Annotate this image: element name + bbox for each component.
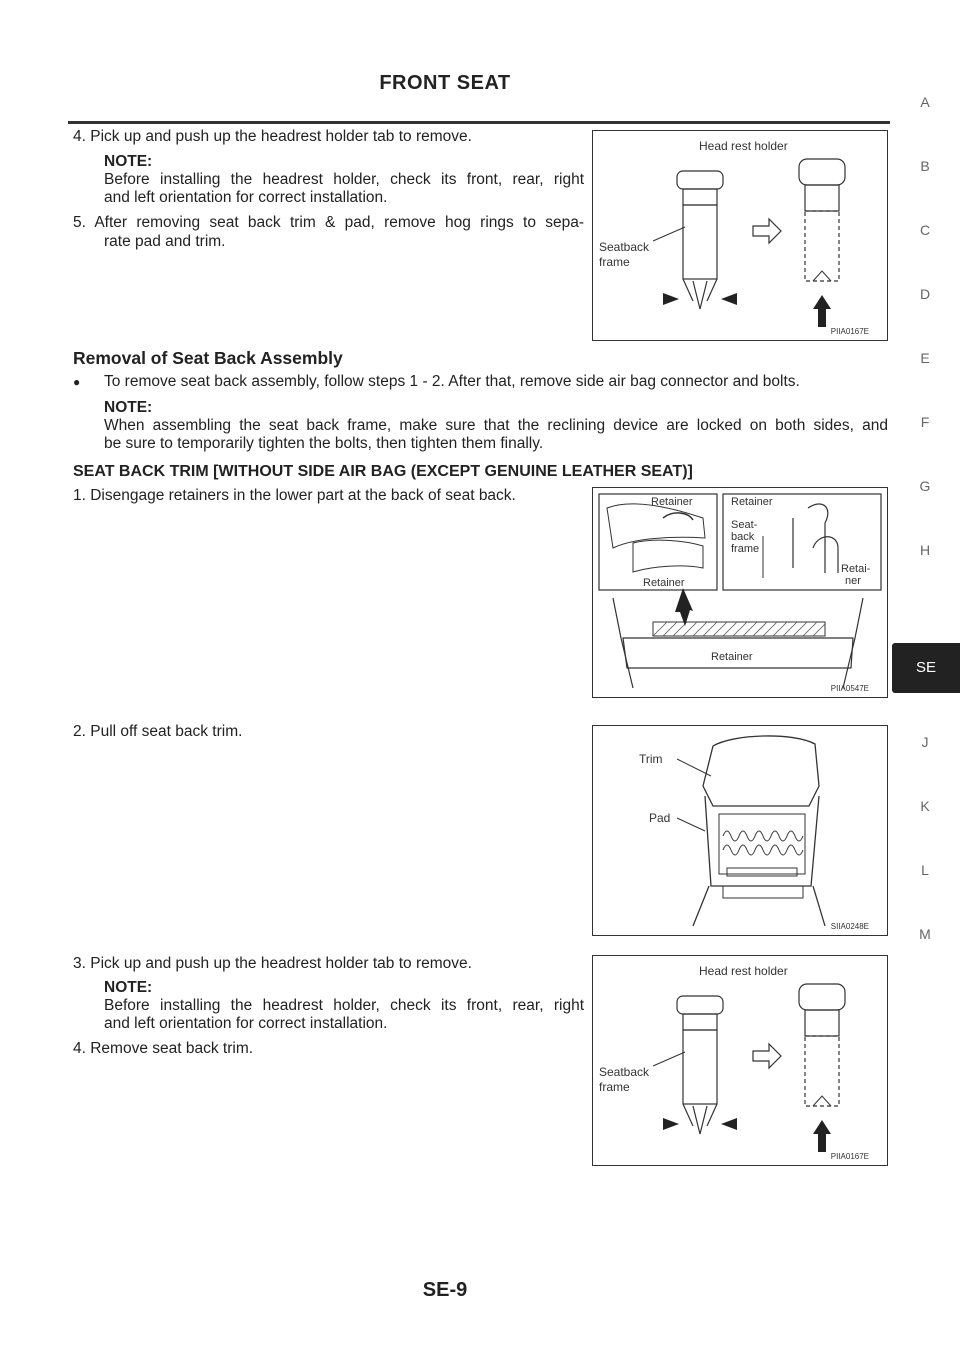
note-text: be sure to temporarily tighten the bolts, then tighten them finally. — [104, 435, 544, 452]
label-retainer: ner — [845, 575, 861, 587]
tab-f[interactable]: F — [920, 414, 930, 430]
label-seatback: Seat- — [731, 519, 758, 531]
section-tabs — [890, 0, 960, 1358]
page-number: SE-9 — [422, 1279, 468, 1301]
bullet-point — [73, 372, 80, 392]
note-text: When assembling the seat back frame, make sure that the reclining device are locked on both sides, and — [104, 417, 888, 434]
bullet-icon: ● — [73, 375, 81, 389]
tab-d[interactable]: D — [919, 286, 931, 302]
tab-a[interactable]: A — [920, 94, 930, 110]
label-head-rest-holder: Head rest holder — [699, 964, 788, 978]
label-frame: frame — [599, 255, 630, 269]
label-frame: frame — [599, 1080, 630, 1094]
label-retainer: Retainer — [651, 496, 693, 508]
note-text: Before installing the headrest holder, check its front, rear, right — [104, 171, 584, 188]
retainer-illustration — [593, 488, 889, 699]
headrest-holder-illustration — [593, 956, 889, 1167]
step-text: 2. Pull off seat back trim. — [73, 723, 243, 740]
note-title: NOTE: — [104, 979, 153, 996]
figure-code: PIIA0167E — [830, 1152, 869, 1161]
header-divider — [68, 121, 890, 124]
step-text: 1. Disengage retainers in the lower part at the back of seat back. — [73, 487, 516, 504]
label-retainer: Retainer — [731, 496, 773, 508]
bullet-text: To remove seat back assembly, follow steps 1 - 2. After that, remove side air bag connector and bolts. — [104, 373, 800, 390]
headrest-holder-figure — [592, 130, 888, 341]
page-title: FRONT SEAT — [379, 72, 511, 94]
step-text: 4. Remove seat back trim. — [73, 1040, 254, 1057]
tab-m[interactable]: M — [919, 926, 931, 942]
label-head-rest-holder: Head rest holder — [699, 139, 788, 153]
step-text: 4. Pick up and push up the headrest holder tab to remove. — [73, 128, 472, 145]
figure-code: SIIA0248E — [830, 922, 869, 931]
figure-code: PIIA0167E — [830, 327, 869, 336]
note-text: Before installing the headrest holder, check its front, rear, right — [104, 997, 584, 1014]
label-retainer: Retainer — [711, 651, 753, 663]
step-text: 5. After removing seat back trim & pad, remove hog rings to sepa- — [73, 214, 584, 231]
label-seatback: back — [731, 531, 755, 543]
tab-c[interactable]: C — [919, 222, 931, 238]
tab-l[interactable]: L — [921, 862, 929, 878]
label-pad: Pad — [649, 811, 671, 825]
tab-k[interactable]: K — [920, 798, 930, 814]
note-title: NOTE: — [104, 399, 153, 416]
tab-b[interactable]: B — [920, 158, 930, 174]
label-frame: frame — [731, 543, 760, 555]
tab-j[interactable]: J — [921, 734, 929, 750]
label-seatback: Seatback — [599, 1065, 650, 1079]
step-text: 3. Pick up and push up the headrest holder tab to remove. — [73, 955, 472, 972]
tab-g[interactable]: G — [919, 478, 931, 494]
headrest-holder-figure — [592, 955, 888, 1166]
seat-back-trim-illustration — [593, 726, 889, 937]
section-heading: Removal of Seat Back Assembly — [73, 348, 343, 368]
tab-e[interactable]: E — [920, 350, 930, 366]
label-retainer: Retainer — [643, 577, 685, 589]
tab-se[interactable]: SE — [892, 643, 960, 693]
step-text: rate pad and trim. — [104, 233, 226, 250]
label-retainer: Retai- — [841, 563, 871, 575]
note-text: and left orientation for correct installation. — [104, 189, 388, 206]
seat-back-trim-figure — [592, 725, 888, 936]
label-trim: Trim — [639, 752, 663, 766]
figure-code: PIIA0547E — [830, 684, 869, 693]
note-title: NOTE: — [104, 153, 153, 170]
subsection-heading: SEAT BACK TRIM [WITHOUT SIDE AIR BAG (EXCEPT GENUINE LEATHER SEAT)] — [73, 463, 693, 480]
label-seatback: Seatback — [599, 240, 650, 254]
headrest-holder-illustration — [593, 131, 889, 342]
retainer-figure — [592, 487, 888, 698]
tab-h[interactable]: H — [919, 542, 931, 558]
note-text: and left orientation for correct installation. — [104, 1015, 388, 1032]
